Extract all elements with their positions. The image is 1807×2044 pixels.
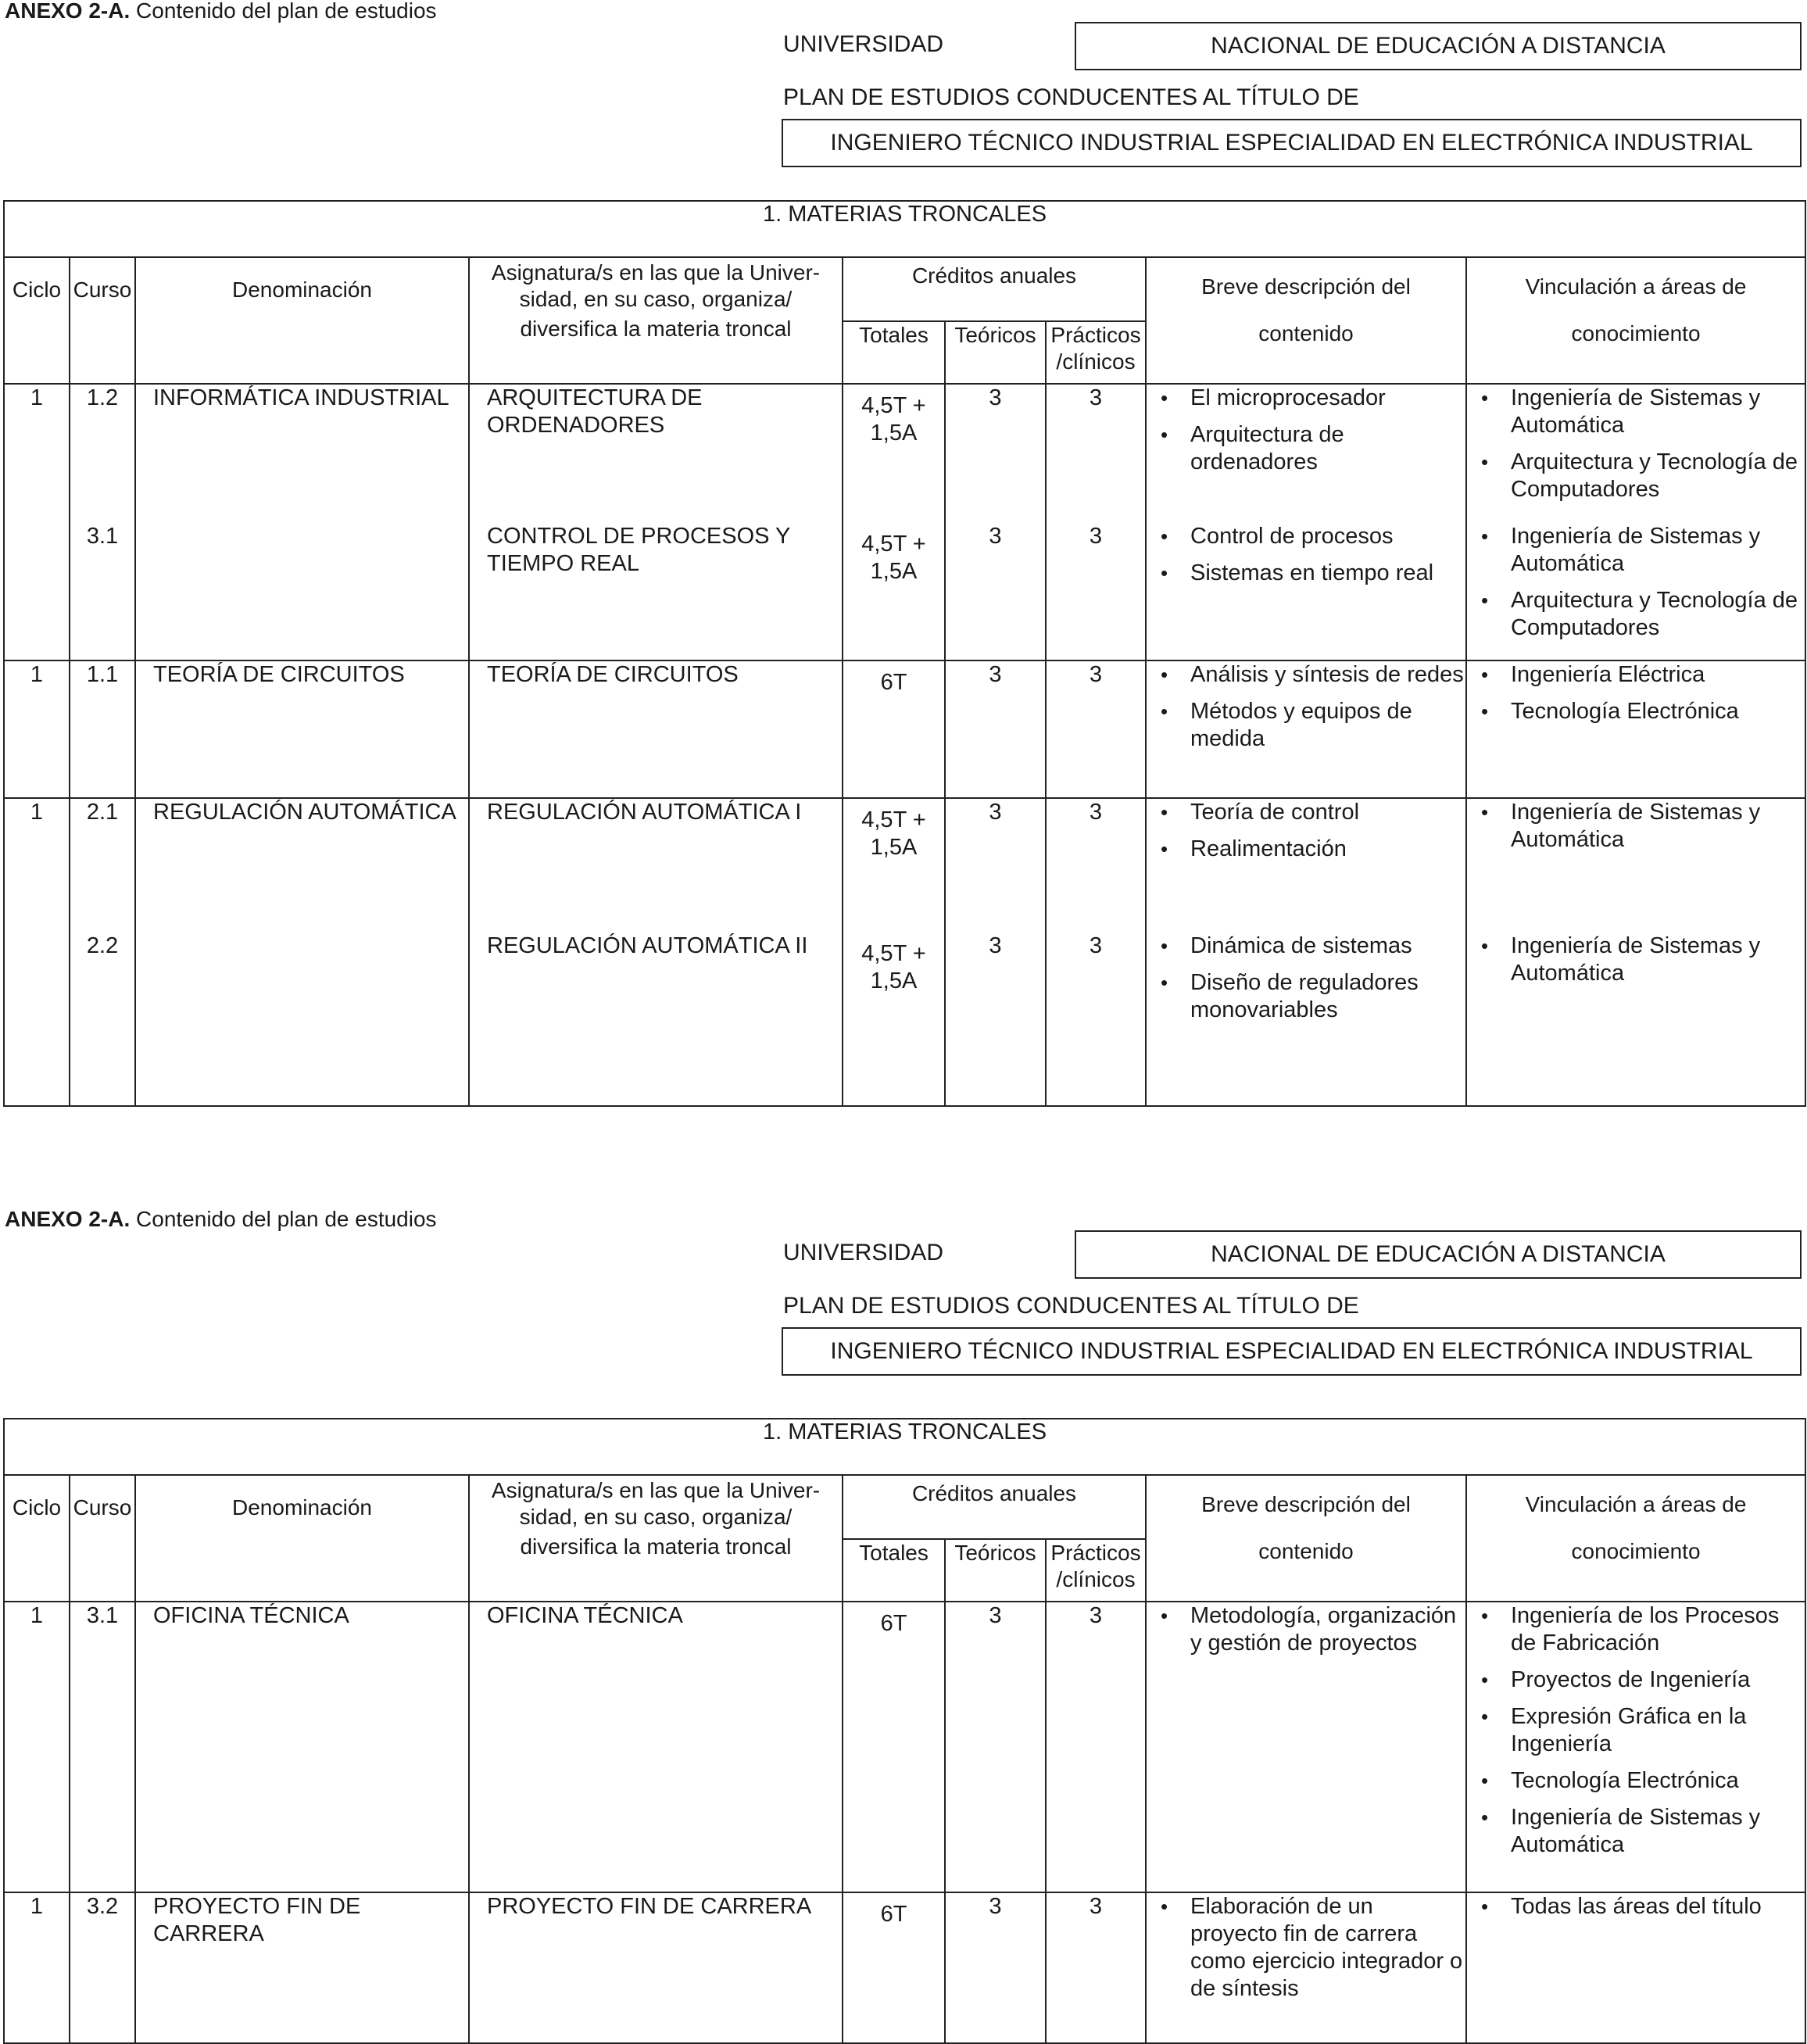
cell-vinculacion — [1466, 1602, 1805, 1892]
list-item: • Arquitectura de ordenadores — [1190, 421, 1465, 476]
cell-denominacion: INFORMÁTICA INDUSTRIAL — [135, 384, 469, 523]
header-descripcion: Breve descripción del contenido — [1146, 1475, 1466, 1602]
table-title: 1. MATERIAS TRONCALES — [4, 201, 1805, 257]
cell-ciclo — [4, 933, 70, 1106]
header-totales: Totales — [843, 321, 945, 384]
descripcion-list — [1147, 385, 1465, 476]
list-item: • Tecnología Electrónica — [1511, 1767, 1805, 1795]
list-item: • Ingeniería de Sistemas y Automática — [1511, 1804, 1805, 1859]
cell-curso: 3.1 — [70, 523, 135, 660]
cell-descripcion — [1146, 523, 1466, 660]
cell-asignatura: REGULACIÓN AUTOMÁTICA II — [469, 933, 843, 1106]
header-ciclo: Ciclo — [4, 257, 70, 384]
cell-vinculacion — [1466, 798, 1805, 933]
cell-asignatura: ARQUITECTURA DE ORDENADORES — [469, 384, 843, 523]
list-item: • Realimentación — [1190, 836, 1465, 863]
universidad-value: NACIONAL DE EDUCACIÓN A DISTANCIA — [1075, 22, 1802, 70]
list-item: • Control de procesos — [1190, 523, 1465, 550]
cell-curso: 3.1 — [70, 1602, 135, 1892]
cell-descripcion — [1146, 384, 1466, 523]
vinculacion-list — [1467, 385, 1805, 503]
list-item: • Diseño de reguladores monovariables — [1190, 969, 1465, 1024]
list-item: • Métodos y equipos de medida — [1190, 698, 1465, 753]
cell-descripcion — [1146, 660, 1466, 798]
cell-ciclo: 1 — [4, 798, 70, 933]
header-curso: Curso — [70, 1475, 135, 1602]
plan-label: PLAN DE ESTUDIOS CONDUCENTES AL TÍTULO DE — [783, 84, 1359, 110]
list-item: • Sistemas en tiempo real — [1190, 560, 1465, 587]
cell-totales: 4,5T + 1,5A — [843, 933, 945, 1106]
descripcion-list — [1147, 661, 1465, 753]
header-vinculacion: Vinculación a áreas de conocimiento — [1466, 1475, 1805, 1602]
table-row — [4, 384, 1805, 523]
header-creditos: Créditos anuales — [843, 257, 1146, 321]
cell-denominacion: REGULACIÓN AUTOMÁTICA — [135, 798, 469, 933]
cell-asignatura: TEORÍA DE CIRCUITOS — [469, 660, 843, 798]
cell-denominacion: PROYECTO FIN DE CARRERA — [135, 1892, 469, 2043]
list-item: • Análisis y síntesis de redes — [1190, 661, 1465, 689]
cell-practicos: 3 — [1046, 660, 1146, 798]
cell-descripcion — [1146, 1892, 1466, 2043]
cell-vinculacion — [1466, 523, 1805, 660]
cell-curso: 2.2 — [70, 933, 135, 1106]
universidad-label: UNIVERSIDAD — [783, 1240, 944, 1265]
vinculacion-list — [1467, 661, 1805, 725]
descripcion-list — [1147, 523, 1465, 587]
descripcion-list — [1147, 1893, 1465, 2003]
cell-curso: 2.1 — [70, 798, 135, 933]
cell-ciclo: 1 — [4, 1892, 70, 2043]
header-totales: Totales — [843, 1539, 945, 1602]
list-item: • El microprocesador — [1190, 385, 1465, 412]
vinculacion-list — [1467, 523, 1805, 642]
cell-vinculacion — [1466, 1892, 1805, 2043]
anexo-heading: ANEXO 2-A. Contenido del plan de estudios — [5, 1207, 437, 1231]
cell-ciclo: 1 — [4, 660, 70, 798]
cell-teoricos: 3 — [945, 798, 1046, 933]
plan-value: INGENIERO TÉCNICO INDUSTRIAL ESPECIALIDAD EN ELECTRÓNICA INDUSTRIAL — [782, 119, 1802, 167]
descripcion-list — [1147, 1602, 1465, 1657]
plan-value: INGENIERO TÉCNICO INDUSTRIAL ESPECIALIDAD EN ELECTRÓNICA INDUSTRIAL — [782, 1327, 1802, 1376]
descripcion-list — [1147, 799, 1465, 863]
cell-totales: 4,5T + 1,5A — [843, 523, 945, 660]
cell-descripcion — [1146, 933, 1466, 1106]
cell-teoricos: 3 — [945, 660, 1046, 798]
cell-asignatura: CONTROL DE PROCESOS Y TIEMPO REAL — [469, 523, 843, 660]
list-item: • Metodología, organización y gestión de proyectos — [1190, 1602, 1465, 1657]
universidad-label: UNIVERSIDAD — [783, 31, 944, 57]
cell-curso: 1.2 — [70, 384, 135, 523]
header-practicos: Prácticos /clínicos — [1046, 321, 1146, 384]
table-row — [4, 933, 1805, 1106]
cell-vinculacion — [1466, 384, 1805, 523]
cell-practicos: 3 — [1046, 384, 1146, 523]
header-teoricos: Teóricos — [945, 1539, 1046, 1602]
list-item: • Teoría de control — [1190, 799, 1465, 826]
table-title: 1. MATERIAS TRONCALES — [4, 1419, 1805, 1475]
header-descripcion: Breve descripción del contenido — [1146, 257, 1466, 384]
list-item: • Ingeniería de Sistemas y Automática — [1511, 933, 1805, 987]
anexo-heading: ANEXO 2-A. Contenido del plan de estudios — [5, 0, 437, 23]
vinculacion-list — [1467, 933, 1805, 987]
list-item: • Arquitectura y Tecnología de Computadores — [1511, 449, 1805, 503]
table-row — [4, 1892, 1805, 2043]
vinculacion-list — [1467, 799, 1805, 854]
list-item: • Elaboración de un proyecto fin de carrera como ejercicio integrador o de síntesis — [1190, 1893, 1465, 2003]
list-item: • Ingeniería Eléctrica — [1511, 661, 1805, 689]
cell-teoricos: 3 — [945, 1892, 1046, 2043]
list-item: • Dinámica de sistemas — [1190, 933, 1465, 960]
cell-ciclo — [4, 523, 70, 660]
universidad-value: NACIONAL DE EDUCACIÓN A DISTANCIA — [1075, 1230, 1802, 1279]
header-vinculacion: Vinculación a áreas de conocimiento — [1466, 257, 1805, 384]
materias-table — [3, 200, 1806, 1107]
header-asignatura: Asignatura/s en las que la Univer- sidad, en su caso, organiza/ diversifica la materia troncal — [469, 1475, 843, 1602]
list-item: • Proyectos de Ingeniería — [1511, 1666, 1805, 1694]
cell-teoricos: 3 — [945, 523, 1046, 660]
list-item: • Ingeniería de Sistemas y Automática — [1511, 385, 1805, 439]
cell-totales: 6T — [843, 660, 945, 798]
cell-denominacion: TEORÍA DE CIRCUITOS — [135, 660, 469, 798]
cell-totales: 4,5T + 1,5A — [843, 384, 945, 523]
vinculacion-list — [1467, 1893, 1805, 1921]
cell-totales: 4,5T + 1,5A — [843, 798, 945, 933]
cell-teoricos: 3 — [945, 384, 1046, 523]
list-item: • Expresión Gráfica en la Ingeniería — [1511, 1703, 1805, 1758]
cell-teoricos: 3 — [945, 1602, 1046, 1892]
list-item: • Ingeniería de Sistemas y Automática — [1511, 799, 1805, 854]
cell-practicos: 3 — [1046, 798, 1146, 933]
cell-denominacion: OFICINA TÉCNICA — [135, 1602, 469, 1892]
list-item: • Ingeniería de los Procesos de Fabricación — [1511, 1602, 1805, 1657]
cell-practicos: 3 — [1046, 933, 1146, 1106]
header-denominacion: Denominación — [135, 257, 469, 384]
cell-ciclo: 1 — [4, 1602, 70, 1892]
cell-asignatura: REGULACIÓN AUTOMÁTICA I — [469, 798, 843, 933]
descripcion-list — [1147, 933, 1465, 1024]
table-row — [4, 798, 1805, 933]
materias-table — [3, 1418, 1806, 2044]
cell-curso: 1.1 — [70, 660, 135, 798]
cell-asignatura: PROYECTO FIN DE CARRERA — [469, 1892, 843, 2043]
list-item: • Ingeniería de Sistemas y Automática — [1511, 523, 1805, 578]
cell-asignatura: OFICINA TÉCNICA — [469, 1602, 843, 1892]
cell-denominacion — [135, 523, 469, 660]
vinculacion-list — [1467, 1602, 1805, 1859]
cell-denominacion — [135, 933, 469, 1106]
header-creditos: Créditos anuales — [843, 1475, 1146, 1539]
header-asignatura: Asignatura/s en las que la Univer- sidad, en su caso, organiza/ diversifica la materia troncal — [469, 257, 843, 384]
cell-curso: 3.2 — [70, 1892, 135, 2043]
cell-ciclo: 1 — [4, 384, 70, 523]
header-teoricos: Teóricos — [945, 321, 1046, 384]
table-row — [4, 660, 1805, 798]
cell-practicos: 3 — [1046, 523, 1146, 660]
header-ciclo: Ciclo — [4, 1475, 70, 1602]
cell-descripcion — [1146, 798, 1466, 933]
header-practicos: Prácticos /clínicos — [1046, 1539, 1146, 1602]
cell-teoricos: 3 — [945, 933, 1046, 1106]
cell-descripcion — [1146, 1602, 1466, 1892]
plan-label: PLAN DE ESTUDIOS CONDUCENTES AL TÍTULO DE — [783, 1293, 1359, 1319]
list-item: • Todas las áreas del título — [1511, 1893, 1805, 1921]
cell-vinculacion — [1466, 933, 1805, 1106]
header-curso: Curso — [70, 257, 135, 384]
list-item: • Tecnología Electrónica — [1511, 698, 1805, 725]
cell-totales: 6T — [843, 1602, 945, 1892]
cell-practicos: 3 — [1046, 1892, 1146, 2043]
list-item: • Arquitectura y Tecnología de Computadores — [1511, 587, 1805, 642]
table-row — [4, 523, 1805, 660]
cell-totales: 6T — [843, 1892, 945, 2043]
cell-practicos: 3 — [1046, 1602, 1146, 1892]
header-denominacion: Denominación — [135, 1475, 469, 1602]
table-row — [4, 1602, 1805, 1892]
cell-vinculacion — [1466, 660, 1805, 798]
